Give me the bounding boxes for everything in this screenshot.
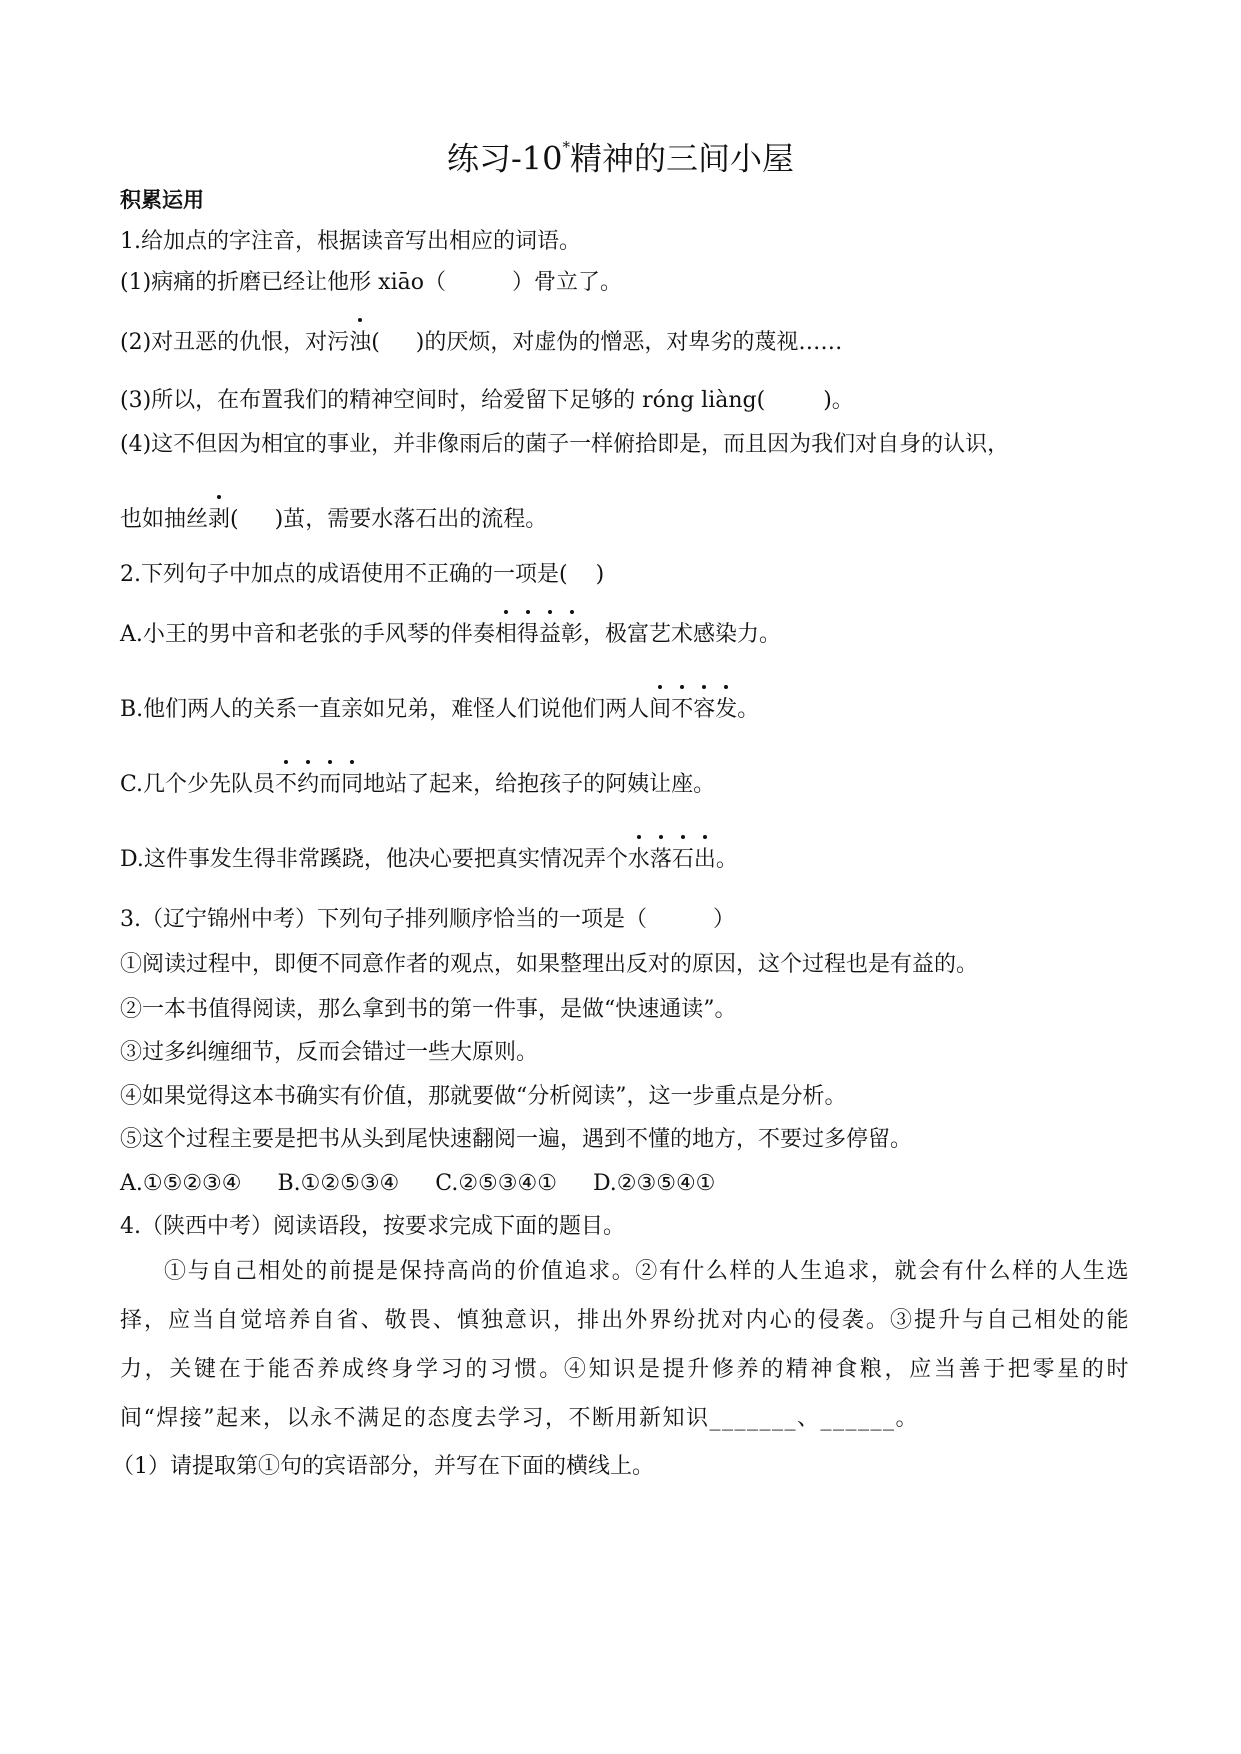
question-1-stem: 1.给加点的字注音，根据读音写出相应的词语。: [120, 229, 581, 254]
question-3-stem: 3.（辽宁锦州中考）下列句子排列顺序恰当的一项是（ ）: [120, 907, 736, 932]
question-2-stem: 2.下列句子中加点的成语使用不正确的一项是( ): [120, 562, 605, 587]
question-3-sentence-4: ④如果觉得这本书确实有价值，那就要做“分析阅读”，这一步重点是分析。: [120, 1084, 847, 1109]
question-2-option-b: B.他们两人的关系一直亲如兄弟，难怪人们说他们两人间不容发。: [120, 695, 759, 725]
question-3-sentence-1: ①阅读过程中，即便不同意作者的观点，如果整理出反对的原因，这个过程也是有益的。: [120, 952, 979, 977]
question-1-item-1: (1)病痛的折磨已经让他形 xiāo（ ）骨立了。: [120, 270, 622, 295]
question-2-option-d: D.这件事发生得非常蹊跷，他决心要把真实情况弄个水落石出。: [120, 845, 738, 875]
question-2-option-c: C.几个少先队员不约而同地站了起来，给抱孩子的阿姨让座。: [120, 770, 715, 800]
dotted-char: 剥: [208, 505, 230, 535]
question-4-stem: 4.（陕西中考）阅读语段，按要求完成下面的题目。: [120, 1214, 625, 1239]
section-heading: 积累运用: [120, 188, 204, 212]
answer-blank[interactable]: _______: [709, 1406, 797, 1431]
question-3-options: A.①⑤②③④ B.①②⑤③④ C.②⑤③④① D.②③⑤④①: [120, 1171, 716, 1196]
question-4-sub-1: （1）请提取第①句的宾语部分，并写在下面的横线上。: [112, 1454, 654, 1479]
dotted-char: 浊: [349, 328, 371, 358]
answer-blank[interactable]: ______: [820, 1406, 896, 1431]
question-3-sentence-5: ⑤这个过程主要是把书从头到尾快速翻阅一遍，遇到不懂的地方，不要过多停留。: [120, 1127, 913, 1152]
page-title: 练习-10*精神的三间小屋: [446, 138, 795, 178]
question-3-sentence-2: ②一本书值得阅读，那么拿到书的第一件事，是做“快速通读”。: [120, 997, 737, 1022]
question-1-item-4: (4)这不但因为相宜的事业，并非像雨后的菌子一样俯拾即是，而且因为我们对自身的认识，: [120, 432, 1010, 457]
question-3-sentence-3: ③过多纠缠细节，反而会错过一些大原则。: [120, 1040, 539, 1065]
question-4-passage: ①与自己相处的前提是保持高尚的价值追求。②有什么样的人生追求，就会有什么样的人生选择，应当自觉培养自省、敬畏、慎独意识，排出外界纷扰对内心的侵袭。③提升与自己相处的能力，关键在于能否养成终身学习的习惯。④知识是提升修养的精神食粮，应当善于把零星的时间“焊接”起来，以永不满足的态度去学习，不断用新知识_______、______。: [120, 1259, 1130, 1431]
question-1-item-2: (2)对丑恶的仇恨，对污浊( )的厌烦，对虚伪的憎恶，对卑劣的蔑视……: [120, 328, 842, 358]
question-2-option-a: A.小王的男中音和老张的手风琴的伴奏相得益彰，极富艺术感染力。: [120, 620, 781, 650]
question-1-item-4-cont: 也如抽丝剥( )茧，需要水落石出的流程。: [120, 505, 547, 535]
question-1-item-3: (3)所以，在布置我们的精神空间时，给爱留下足够的 róng liàng( )。: [120, 388, 854, 413]
